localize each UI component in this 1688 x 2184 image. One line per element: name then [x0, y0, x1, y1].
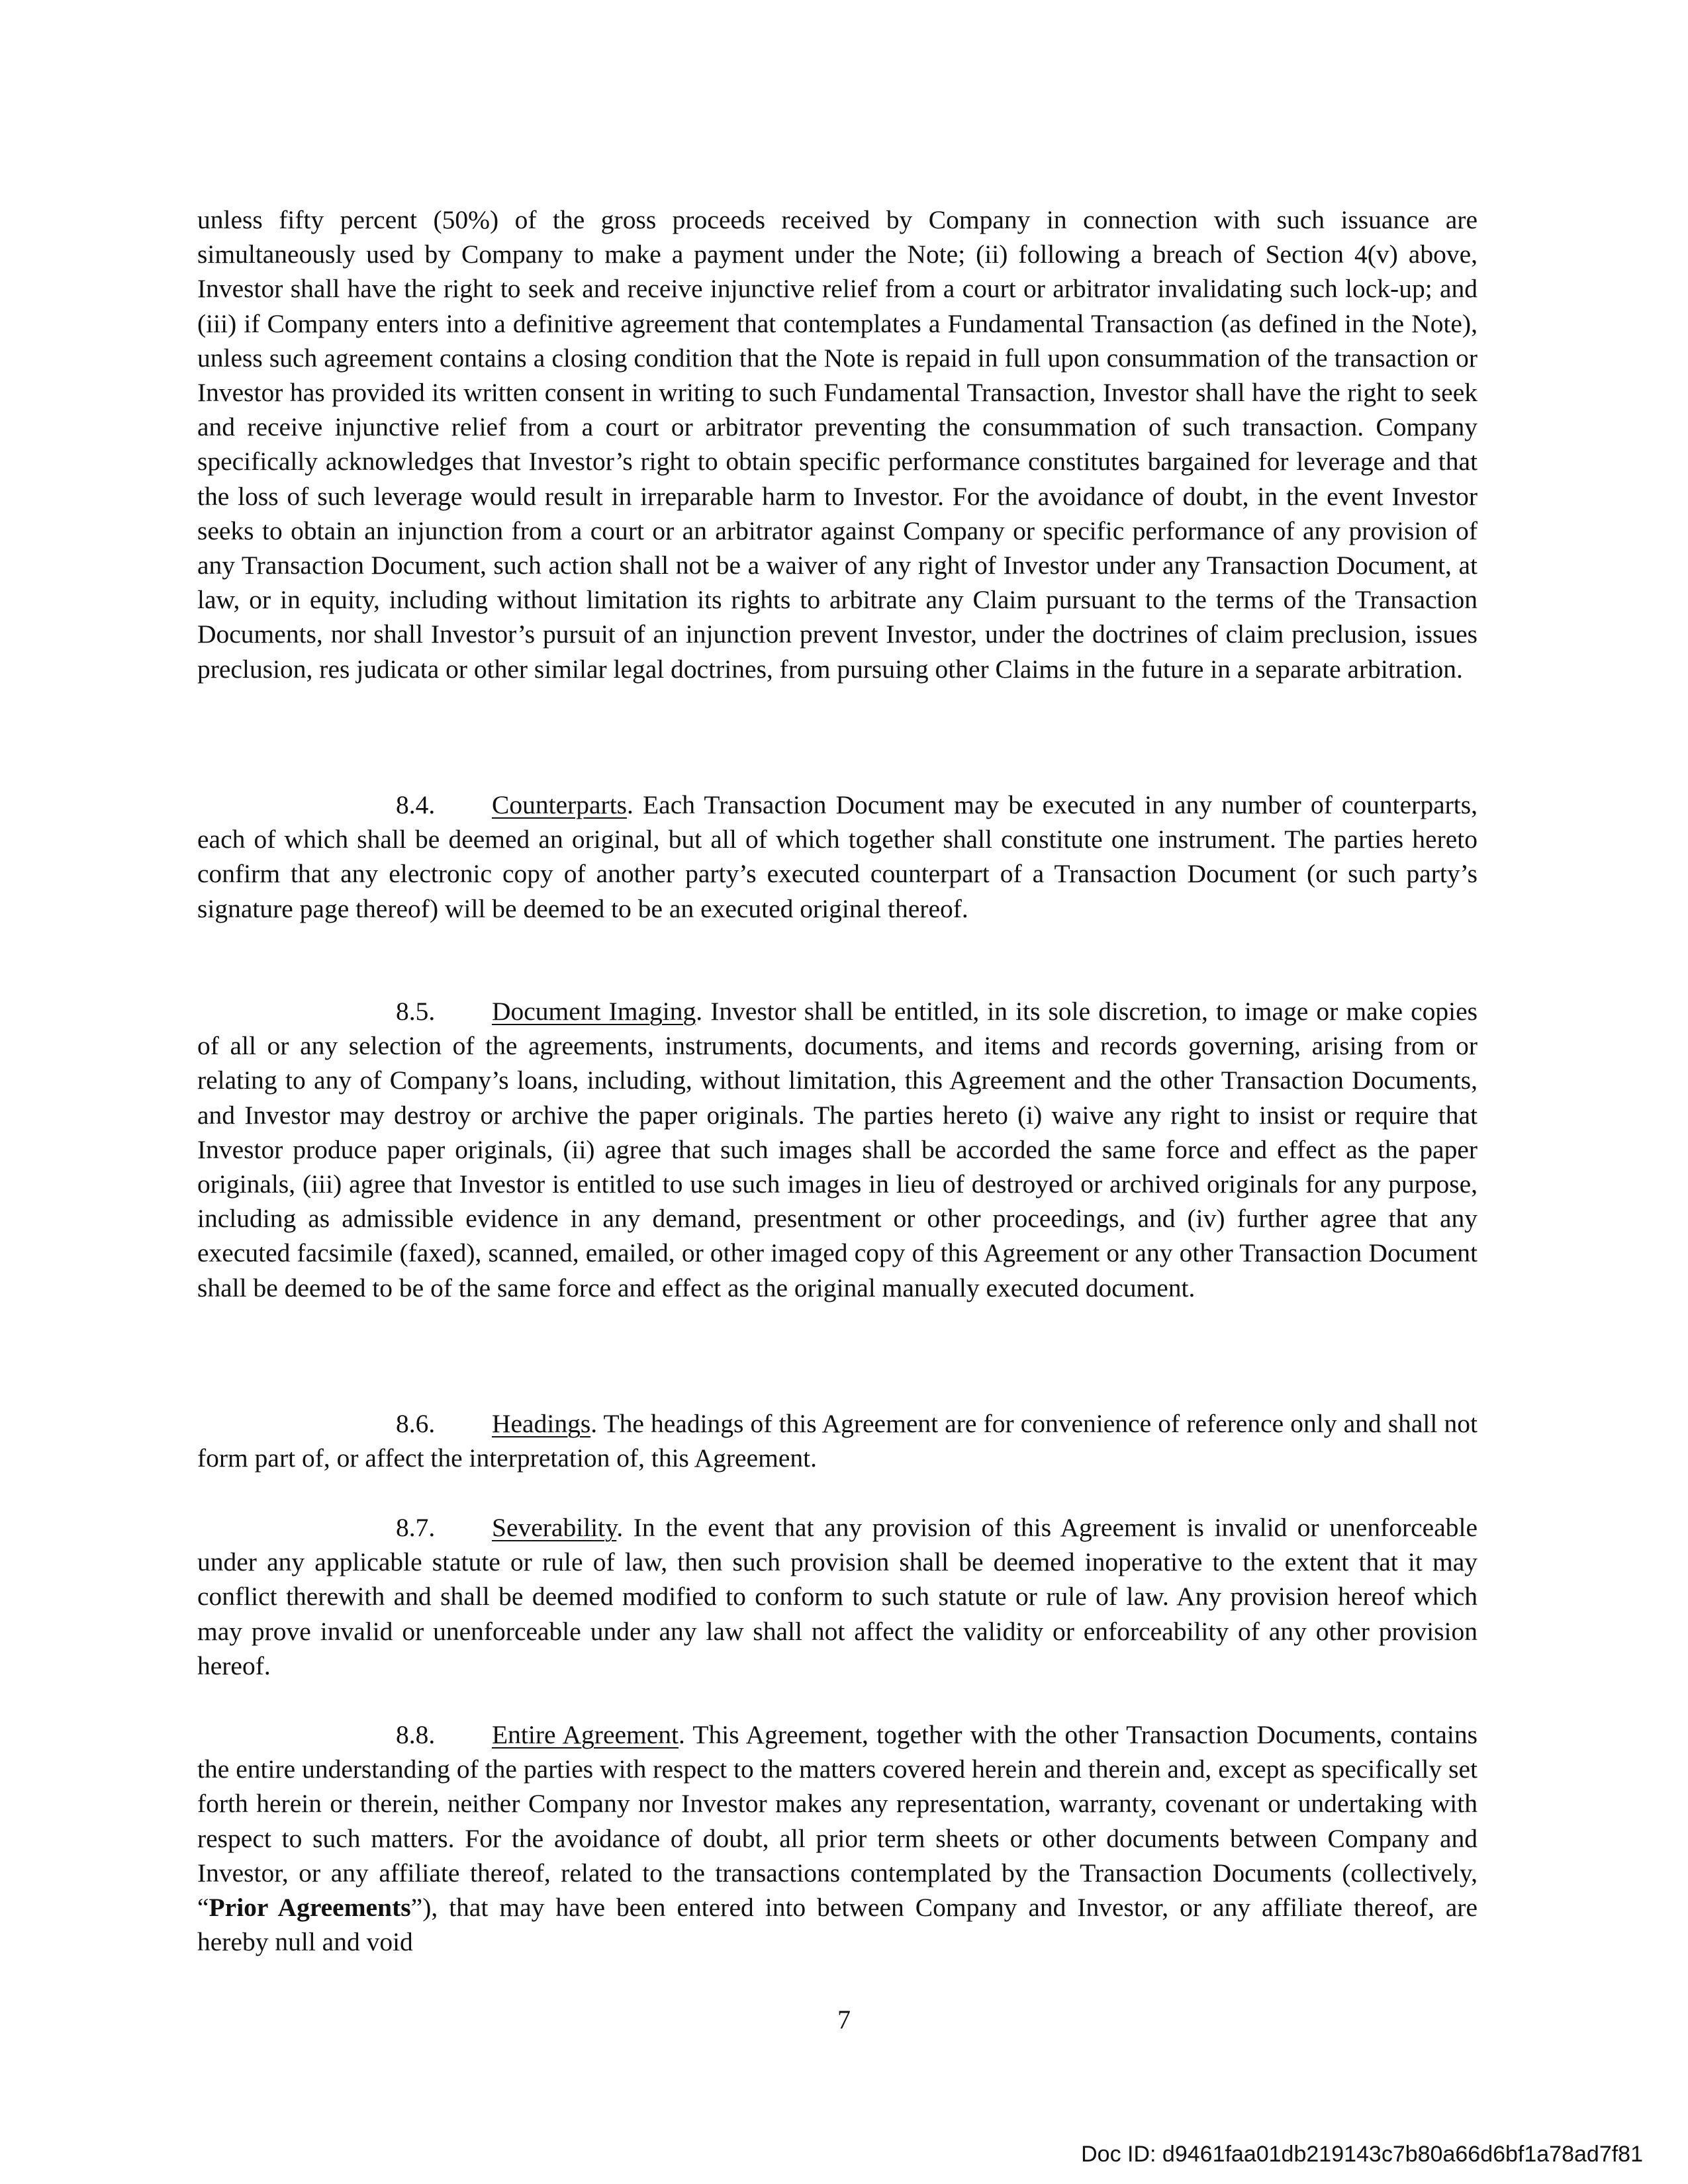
section-body: . The headings of this Agreement are for convenience of reference only and shall not form part of, or affect the interpretation of, this Agreement.	[197, 1409, 1477, 1473]
section-heading: Document Imaging	[492, 997, 696, 1026]
section-number: 8.5.	[396, 997, 436, 1026]
section-body: . This Agreement, together with the other Transaction Documents, contains the entire understanding of the parties with respect to the matters covered herein and therein and, except as specifically set forth herein or therein, neither Company nor Investor makes any representation, warranty, covenant or undertaking with respect to such matters. For the avoidance of doubt, all prior term sheets or other documents between Company and Investor, or any affiliate thereof, related to the transactions contemplated by the Transaction Documents (collectively, “	[197, 1720, 1477, 1923]
section-8-4	[197, 788, 1477, 926]
section-body: . Each Transaction Document may be executed in any number of counterparts, each of which shall be deemed an original, but all of which together shall constitute one instrument. The parties hereto confirm that any electronic copy of another party’s executed counterpart of a Transaction Document (or such party’s signature page thereof) will be deemed to be an executed original thereof.	[197, 790, 1477, 923]
section-heading: Headings	[492, 1409, 591, 1438]
doc-id-footer: Doc ID: d9461faa01db219143c7b80a66d6bf1a78ad7f81	[1081, 2142, 1643, 2167]
section-8-5	[197, 994, 1477, 1305]
section-8-8	[197, 1717, 1477, 1959]
section-number: 8.6.	[396, 1409, 436, 1438]
section-body-continued: ”), that may have been entered into between Company and Investor, or any affiliate thereof, are hereby null and void	[197, 1893, 1477, 1957]
section-number: 8.7.	[396, 1513, 436, 1542]
section-body: . In the event that any provision of this Agreement is invalid or unenforceable under any applicable statute or rule of law, then such provision shall be deemed inoperative to the extent that it may conflict therewith and shall be deemed modified to conform to such statute or rule of law. Any provision hereof which may prove invalid or unenforceable under any law shall not affect the validity or enforceability of any other provision hereof.	[197, 1513, 1477, 1680]
section-number: 8.4.	[396, 790, 436, 819]
section-8-7	[197, 1510, 1477, 1683]
section-heading: Severability	[492, 1513, 617, 1542]
section-heading: Counterparts	[492, 790, 628, 819]
section-number: 8.8.	[396, 1720, 436, 1749]
section-heading: Entire Agreement	[492, 1720, 679, 1749]
section-8-6	[197, 1406, 1477, 1475]
page-number: 7	[837, 2005, 851, 2034]
defined-term: Prior Agreements	[209, 1893, 411, 1923]
section-body: . Investor shall be entitled, in its sole discretion, to image or make copies of all or any selection of the agreements, instruments, documents, and items and records governing, arising from or relating to any of Company’s loans, including, without limitation, this Agreement and the other Transaction Documents, and Investor may destroy or archive the paper originals. The parties hereto (i) waive any right to insist or require that Investor produce paper originals, (ii) agree that such images shall be accorded the same force and effect as the paper originals, (iii) agree that Investor is entitled to use such images in lieu of destroyed or archived originals for any purpose, including as admissible evidence in any demand, presentment or other proceedings, and (iv) further agree that any executed facsimile (faxed), scanned, emailed, or other imaged copy of this Agreement or any other Transaction Document shall be deemed to be of the same force and effect as the original manually executed document.	[197, 997, 1477, 1302]
continuation-paragraph: unless fifty percent (50%) of the gross proceeds received by Company in connection with such issuance are simultaneously used by Company to make a payment under the Note; (ii) following a breach of Section 4(v) above, Investor shall have the right to seek and receive injunctive relief from a court or arbitrator invalidating such lock-up; and (iii) if Company enters into a definitive agreement that contemplates a Fundamental Transaction (as defined in the Note), unless such agreement contains a closing condition that the Note is repaid in full upon consummation of the transaction or Investor has provided its written consent in writing to such Fundamental Transaction, Investor shall have the right to seek and receive injunctive relief from a court or arbitrator preventing the consummation of such transaction. Company specifically acknowledges that Investor’s right to obtain specific performance constitutes bargained for leverage and that the loss of such leverage would result in irreparable harm to Investor. For the avoidance of doubt, in the event Investor seeks to obtain an injunction from a court or an arbitrator against Company or specific performance of any provision of any Transaction Document, such action shall not be a waiver of any right of Investor under any Transaction Document, at law, or in equity, including without limitation its rights to arbitrate any Claim pursuant to the terms of the Transaction Documents, nor shall Investor’s pursuit of an injunction prevent Investor, under the doctrines of claim preclusion, issues preclusion, res judicata or other similar legal doctrines, from pursuing other Claims in the future in a separate arbitration.	[197, 205, 1477, 684]
